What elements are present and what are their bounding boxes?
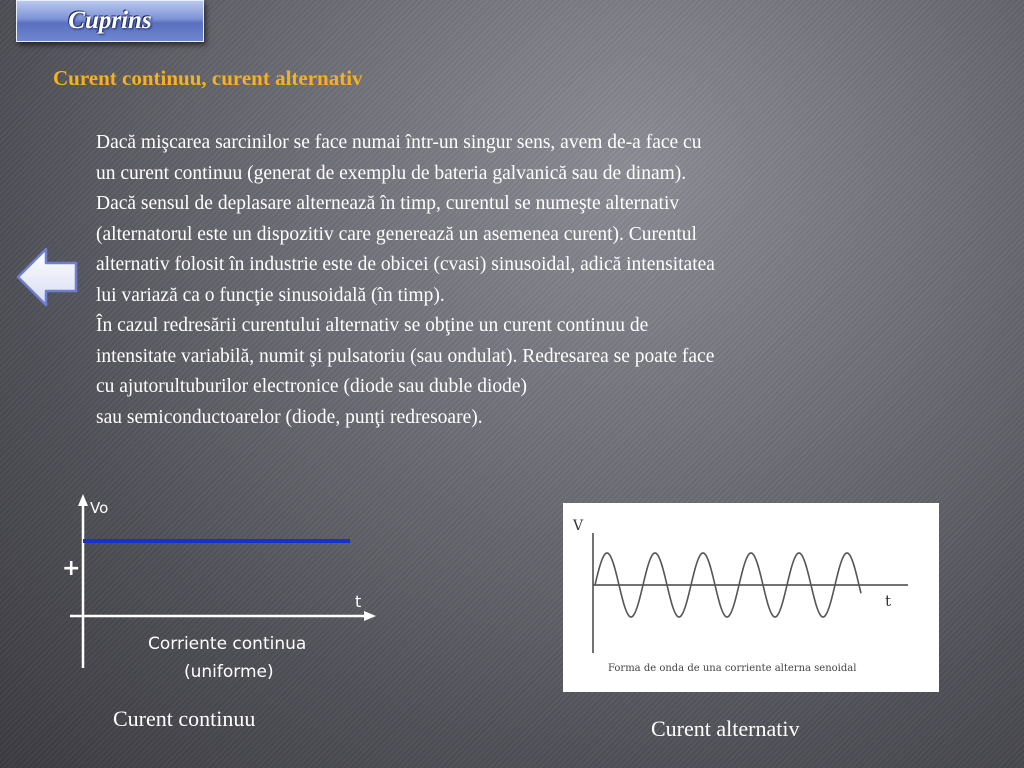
ac-current-figure xyxy=(563,503,939,692)
cuprins-button[interactable] xyxy=(16,0,204,42)
dc-current-figure xyxy=(60,492,380,687)
body-line: alternativ folosit în industrie este de obicei (cvasi) sinusoidal, adică intensitatea xyxy=(96,254,715,275)
body-line: un curent continuu (generat de exemplu de bateria galvanică sau de dinam). xyxy=(96,162,687,184)
section-heading: Curent continuu, curent alternativ xyxy=(53,66,363,90)
ac-caption: Forma de onda de una corriente alterna senoidal xyxy=(608,663,857,674)
dc-y-label: Vo xyxy=(90,499,109,517)
body-line: (alternatorul este un dispozitiv care generează un asemenea curent). Curentul xyxy=(96,223,697,245)
body-line: intensitate variabilă, numit şi pulsatoriu (sau ondulat). Redresarea se poate face xyxy=(96,345,715,367)
back-button[interactable] xyxy=(16,246,80,313)
body-line: Dacă sensul de deplasare alternează în timp, curentul se numeşte alternativ xyxy=(96,193,680,214)
cuprins-label: Cuprins xyxy=(68,7,152,34)
body-line: lui variază ca o funcţie sinusoidală (în timp). xyxy=(96,284,445,306)
body-line: cu ajutorultuburilor electronice (diode sau duble diode) xyxy=(96,376,528,397)
dc-caption-line1: Corriente continua xyxy=(148,634,307,654)
body-line: Dacă mişcarea sarcinilor se face numai într-un singur sens, avem de-a face cu xyxy=(96,132,702,153)
body-line: În cazul redresării curentului alternativ se obţine un curent continuu de xyxy=(96,315,649,336)
dc-caption: Curent continuu xyxy=(113,706,256,731)
ac-t-label: t xyxy=(885,592,892,610)
ac-caption-text: Curent alternativ xyxy=(651,716,800,741)
left-arrow-icon xyxy=(16,246,80,308)
dc-plus-sign: + xyxy=(62,556,81,581)
ac-y-label: V xyxy=(573,518,584,534)
body-text xyxy=(96,128,926,433)
dc-t-label: t xyxy=(355,592,362,611)
body-line: sau semiconductoarelor (diode, punţi redresoare). xyxy=(96,406,483,428)
dc-caption-line2: (uniforme) xyxy=(184,662,274,682)
